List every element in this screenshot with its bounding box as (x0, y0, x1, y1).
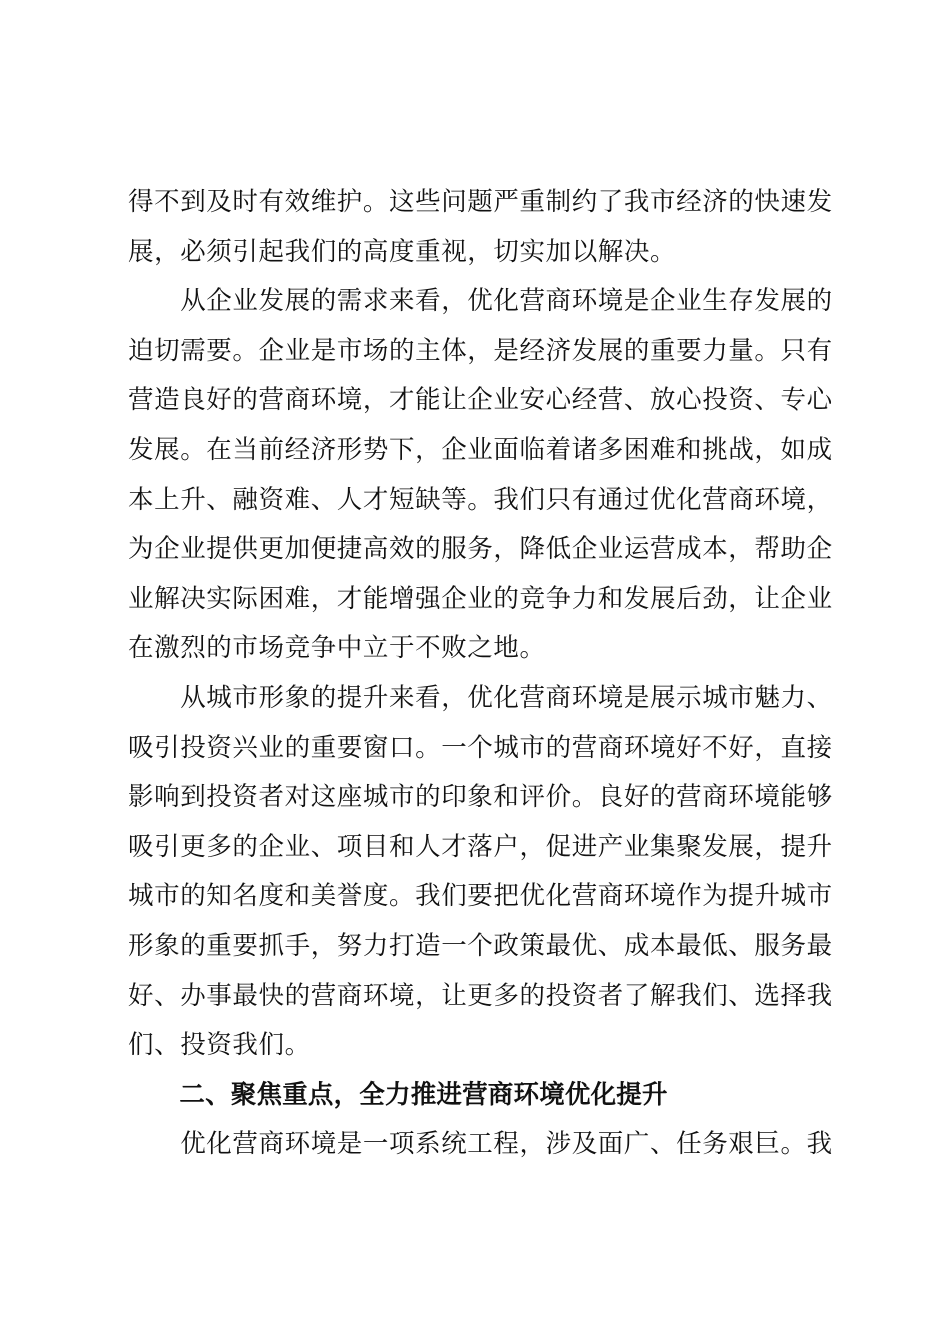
text-line: 优化营商环境是一项系统工程，涉及面广、任务艰巨。我 (128, 1129, 833, 1160)
text-line: 从企业发展的需求来看，优化营商环境是企业生存发展的 (128, 286, 833, 317)
text-line: 吸引更多的企业、项目和人才落户，促进产业集聚发展，提升 (128, 831, 833, 862)
text-line: 得不到及时有效维护。这些问题严重制约了我市经济的快速发 (128, 187, 833, 217)
text-line: 影响到投资者对这座城市的印象和评价。良好的营商环境能够 (128, 782, 833, 813)
text-line: 营造良好的营商环境，才能让企业安心经营、放心投资、专心 (128, 385, 833, 416)
body-text (128, 178, 832, 1170)
text-line: 迫切需要。企业是市场的主体，是经济发展的重要力量。只有 (128, 335, 833, 366)
text-line: 城市的知名度和美誉度。我们要把优化营商环境作为提升城市 (128, 881, 833, 912)
text-line: 展，必须引起我们的高度重视，切实加以解决。 (128, 236, 677, 267)
text-line: 为企业提供更加便捷高效的服务，降低企业运营成本，帮助企 (128, 534, 833, 565)
section-heading: 二、聚焦重点，全力推进营商环境优化提升 (128, 1079, 668, 1110)
text-line: 吸引投资兴业的重要窗口。一个城市的营商环境好不好，直接 (128, 732, 833, 763)
text-line: 们、投资我们。 (128, 1030, 311, 1061)
text-line: 本上升、融资难、人才短缺等。我们只有通过优化营商环境， (128, 484, 833, 515)
text-line: 发展。在当前经济形势下，企业面临着诸多困难和挑战，如成 (128, 434, 833, 465)
text-line: 从城市形象的提升来看，优化营商环境是展示城市魅力、 (128, 682, 833, 713)
text-line: 形象的重要抓手，努力打造一个政策最优、成本最低、服务最 (128, 930, 833, 961)
text-line: 业解决实际困难，才能增强企业的竞争力和发展后劲，让企业 (128, 583, 833, 614)
text-line: 在激烈的市场竞争中立于不败之地。 (128, 633, 546, 664)
text-line: 好、办事最快的营商环境，让更多的投资者了解我们、选择我 (128, 980, 833, 1011)
